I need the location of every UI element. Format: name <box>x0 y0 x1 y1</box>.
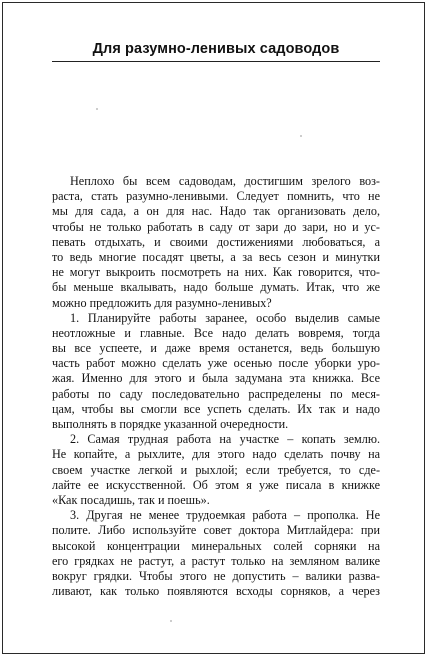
text-line: жая. Именно для этого и была задумана эта книжка. Все <box>52 371 380 386</box>
text-line: Не копайте, а рыхлите, для этого надо сделать почву на <box>52 447 380 462</box>
text-line: полите. Либо используйте совет доктора Митлайдера: при <box>52 523 380 538</box>
text-line: бы меньше вкалывать, надо больше думать. Итак, что же <box>52 280 380 295</box>
header-rule <box>52 61 380 62</box>
body-text <box>52 174 380 599</box>
text-line: 2. Самая трудная работа на участке – копать землю. <box>70 432 380 447</box>
scan-speck <box>300 135 302 137</box>
text-line: ливают, как только появляются всходы сорняков, а через <box>52 584 380 599</box>
scan-speck <box>170 620 172 622</box>
text-line: певать отдыхать, и своими достижениями любоваться, а <box>52 234 380 249</box>
scan-speck <box>96 108 98 110</box>
text-line: Неплохо бы всем садоводам, достигшим зрелого воз- <box>70 174 380 188</box>
text-line: выполнять в порядке указанной очередности. <box>52 417 289 431</box>
text-line: вокруг грядки. Чтобы этого не допустить – валики разва- <box>52 568 380 583</box>
paragraph <box>52 432 380 508</box>
text-line: раста, стать разумно-ленивыми. Следует помнить, что не <box>52 189 380 204</box>
paragraph <box>52 508 380 599</box>
text-line: цам, чтобы вы смогли все успеть сделать. Их так и надо <box>52 401 380 416</box>
text-line: высокой концентрации минеральных солей сорняки на <box>52 538 380 553</box>
text-line: его грядках не растут, а растут только на земляном валике <box>52 553 380 568</box>
text-line: то ведь многие посадят цветы, а за весь сезон и минутки <box>52 249 380 264</box>
running-head: Для разумно-ленивых садоводов <box>92 41 340 57</box>
text-line: 1. Планируйте работы заранее, особо выделив самые <box>70 310 380 325</box>
text-line: часть работ можно сделать уже осенью после уборки уро- <box>52 356 380 371</box>
text-line: «Как посадишь, так и поешь». <box>52 492 210 507</box>
text-line: мы для сада, а он для нас. Надо так организовать дело, <box>52 204 380 219</box>
text-line: можно предложить для разумно-ленивых? <box>52 295 272 310</box>
text-line: 3. Другая не менее трудоемкая работа – прополка. Не <box>70 508 380 523</box>
text-line: лайте ее искусственной. Об этом я уже писала в книжке <box>52 477 380 492</box>
paragraph <box>52 174 380 311</box>
text-line: чтобы не только работать в саду от зари до зари, но и ус- <box>52 219 380 234</box>
text-line: не могут выкроить посмотреть на них. Как говорится, что- <box>52 265 380 280</box>
text-line: своем участке легкой и рыхлой; если требуется, то сде- <box>52 462 380 477</box>
text-line: работы по саду последовательно распределены по меся- <box>52 386 380 401</box>
text-line: вы все успеете, и даже время останется, ведь большую <box>52 341 380 356</box>
paragraph <box>52 311 380 433</box>
text-line: неотложные и главные. Все надо делать вовремя, тогда <box>52 325 380 340</box>
